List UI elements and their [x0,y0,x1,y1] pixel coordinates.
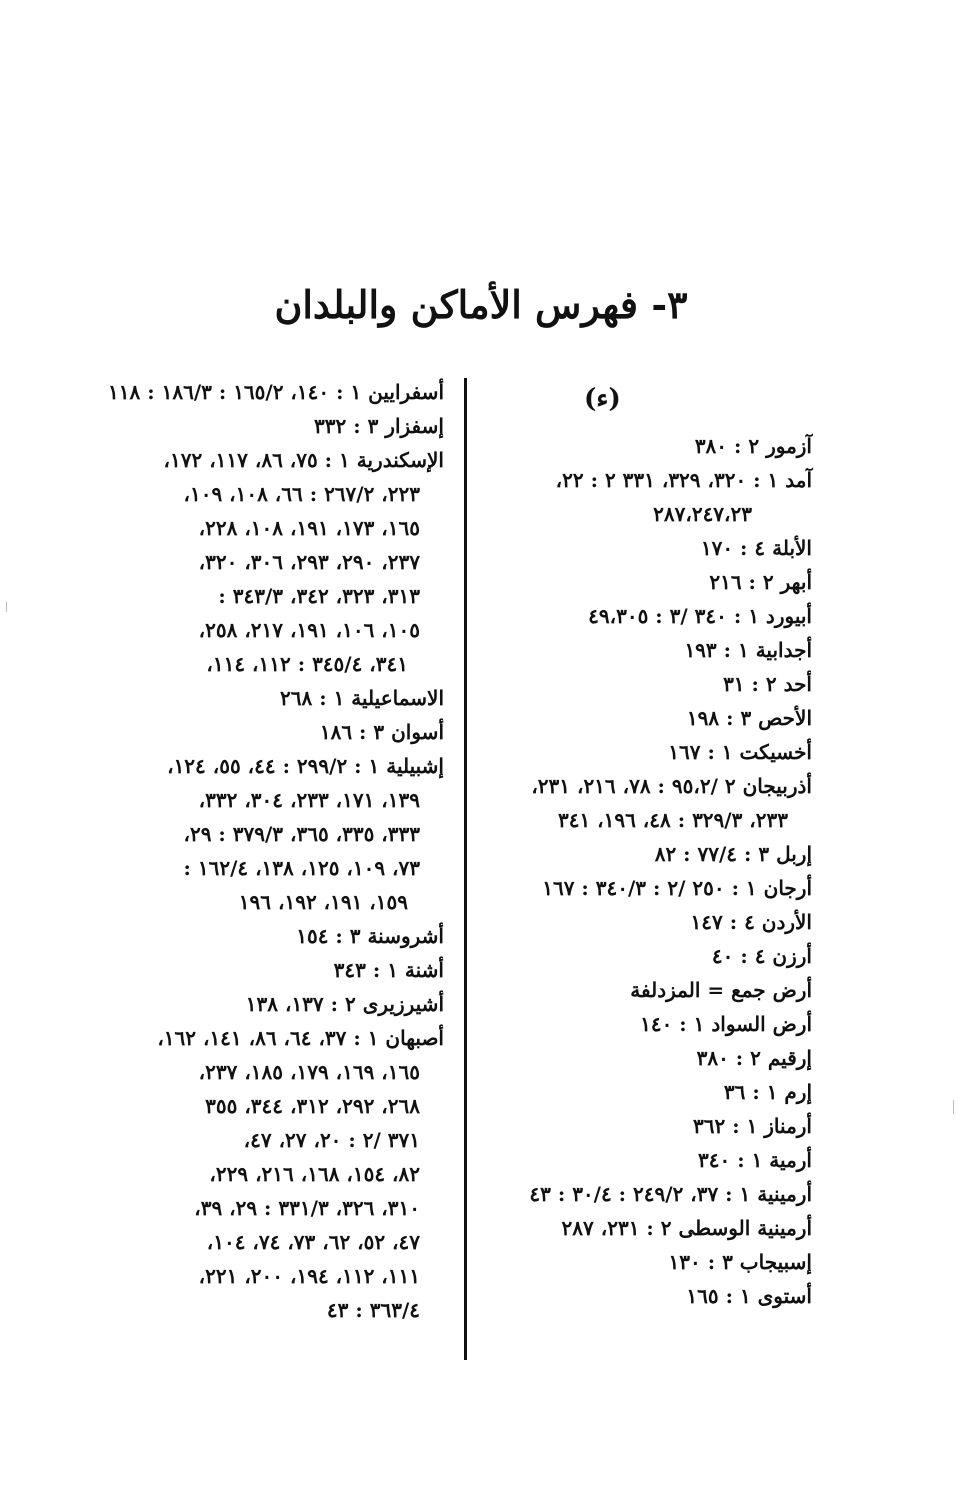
scan-mark [6,602,10,612]
index-entry-line: ٨٢، ١٥٤، ١٦٨، ٢١٦، ٢٢٩، [209,1162,420,1186]
index-entry-line: ١٥٩، ١٩١، ١٩٢، ١٩٦ [238,890,408,914]
index-entry-line: أرض السواد ١ : ١٤٠ [640,1012,812,1036]
index-entry-line: ١١١، ١١٢، ١٩٤، ٢٠٠، ٢٢١، [198,1264,420,1288]
index-entry-line: أرزن ٤ : ٤٠ [711,944,812,968]
index-entry-line: ٣٦٣/٤ : ٤٣ [326,1298,420,1322]
index-entry-line: أخسيكت ١ : ١٦٧ [668,740,812,764]
index-entry-line: ١٦٥، ١٦٩، ١٧٩، ١٨٥، ٢٣٧، [198,1060,420,1084]
index-entry-line: أبيورد ١ : ٣٤٠ /٣ : ٤٩،٣٠٥ [588,604,812,628]
index-entry-line: ٢٦٨، ٢٩٢، ٣١٢، ٣٤٤، ٣٥٥ [205,1094,420,1118]
index-entry-line: أبهر ٢ : ٢١٦ [709,570,812,594]
index-entry-line: إرم ١ : ٣٦ [723,1080,812,1104]
index-entry-line: ٢٣٣، ٣٢٩/٣ : ٤٨، ١٩٦، ٣٤١ [557,808,788,832]
index-entry-line: ٣٣٣، ٣٣٥، ٣٦٥، ٣٧٩/٣ : ٢٩، [183,822,420,846]
index-entry-line: أسفرايين ١ : ١٤٠، ١٦٥/٢ : ١٨٦/٣ : ١١٨ [108,380,444,404]
index-entry-line: أرجان ١ : ٢٥٠ /٢ : ٣٤٠/٣ : ١٦٧ [542,876,812,900]
index-entry-line: الأبلة ٤ : ١٧٠ [700,536,812,560]
index-entry-line: ٢٣٧، ٢٩٠، ٢٩٣، ٣٠٦، ٣٢٠، [198,550,420,574]
index-entry-line: آمد ١ : ٣٢٠، ٣٢٩، ٣٣١ ٢ : ٢٢، [555,468,812,492]
index-entry-line: أصبهان ١ : ٣٧، ٦٤، ٨٦، ١٤١، ١٦٢، [157,1026,444,1050]
index-entry-line: الأردن ٤ : ١٤٧ [690,910,812,934]
index-entry-line: ١٦٥، ١٧٣، ١٩١، ١٠٨، ٢٢٨، [198,516,420,540]
left-index-column [108,375,444,1327]
index-entry-line: ٣٧١ /٢ : ٢٠، ٢٧، ٤٧، [243,1128,420,1152]
index-entry-line: ٧٣، ١٠٩، ١٢٥، ١٣٨، ١٦٢/٤ : [183,856,420,880]
index-entry-line: أرمينية ١ : ٣٧، ٢٤٩/٢ : ٣٠/٤ : ٤٣ [529,1182,812,1206]
index-entry-line: ٢٢٣، ٢٦٧/٢ : ٦٦، ١٠٨، ١٠٩، [183,482,420,506]
index-entry-line: أرمناز ١ : ٣٦٢ [693,1114,812,1138]
scan-mark [949,1100,954,1114]
index-entry-line: أستوى ١ : ١٦٥ [686,1284,812,1308]
right-index-column [494,375,812,1313]
index-entry-line: أرمينية الوسطى ٢ : ٢٣١، ٢٨٧ [561,1216,812,1240]
index-entry-line: إسبيجاب ٣ : ١٣٠ [668,1250,812,1274]
index-entry-line: ١٣٩، ١٧١، ٢٣٣، ٣٠٤، ٣٣٢، [198,788,420,812]
index-entry-line: ٣٤١، ٣٤٥/٤ : ١١٢، ١١٤، [206,652,408,676]
index-entry-line: أرض جمع = المزدلفة [630,978,812,1002]
index-entry-line: إرقيم ٢ : ٣٨٠ [696,1046,812,1070]
index-entry-line: أرمية ١ : ٣٤٠ [698,1148,812,1172]
section-letter: (ء) [584,384,621,414]
index-entry-line: أذربيجان ٢ /٩٥،٢ : ٧٨، ٢١٦، ٢٣١، [531,774,812,798]
index-entry-line: أجدابية ١ : ١٩٣ [684,638,812,662]
index-entry-line: ٣١٠، ٣٢٦، ٣٣١/٣ : ٢٩، ٣٩، [194,1196,420,1220]
index-entry-line: أشروسنة ٣ : ١٥٤ [296,924,444,948]
index-entry-line: أحد ٢ : ٣١ [723,672,812,696]
index-entry-line: آزمور ٢ : ٣٨٠ [694,434,812,458]
index-entry-line: ٣١٣، ٣٢٣، ٣٤٢، ٣٤٣/٣ : [218,584,420,608]
page-title: ٣- فهرس الأماكن والبلدان [274,282,688,327]
index-entry-line: أسوان ٣ : ١٨٦ [319,720,444,744]
index-entry-line: الاسماعيلية ١ : ٢٦٨ [280,686,444,710]
index-entry-line: إسفزار ٣ : ٣٣٢ [314,414,444,438]
index-entry-line: أشيرزيرى ٢ : ١٣٧، ١٣٨ [245,992,444,1016]
index-entry-line: الإسكندرية ١ : ٧٥، ٨٦، ١١٧، ١٧٢، [163,448,444,472]
index-entry-line: ٤٧، ٥٢، ٦٢، ٧٣، ٧٤، ١٠٤، [206,1230,420,1254]
index-entry-line: ١٠٥، ١٠٦، ١٩١، ٢١٧، ٢٥٨، [198,618,420,642]
index-entry-line: ٢٨٧،٢٤٧،٢٣ [653,502,752,526]
index-entry-line: الأحص ٣ : ١٩٨ [686,706,812,730]
index-entry-line: أشنة ١ : ٣٤٣ [333,958,444,982]
index-entry-line: إربل ٣ : ٧٧/٤ : ٨٢ [654,842,812,866]
index-entry-line: إشبيلية ١ : ٢٩٩/٢ : ٤٤، ٥٥، ١٢٤، [167,754,444,778]
column-divider [464,378,467,1360]
